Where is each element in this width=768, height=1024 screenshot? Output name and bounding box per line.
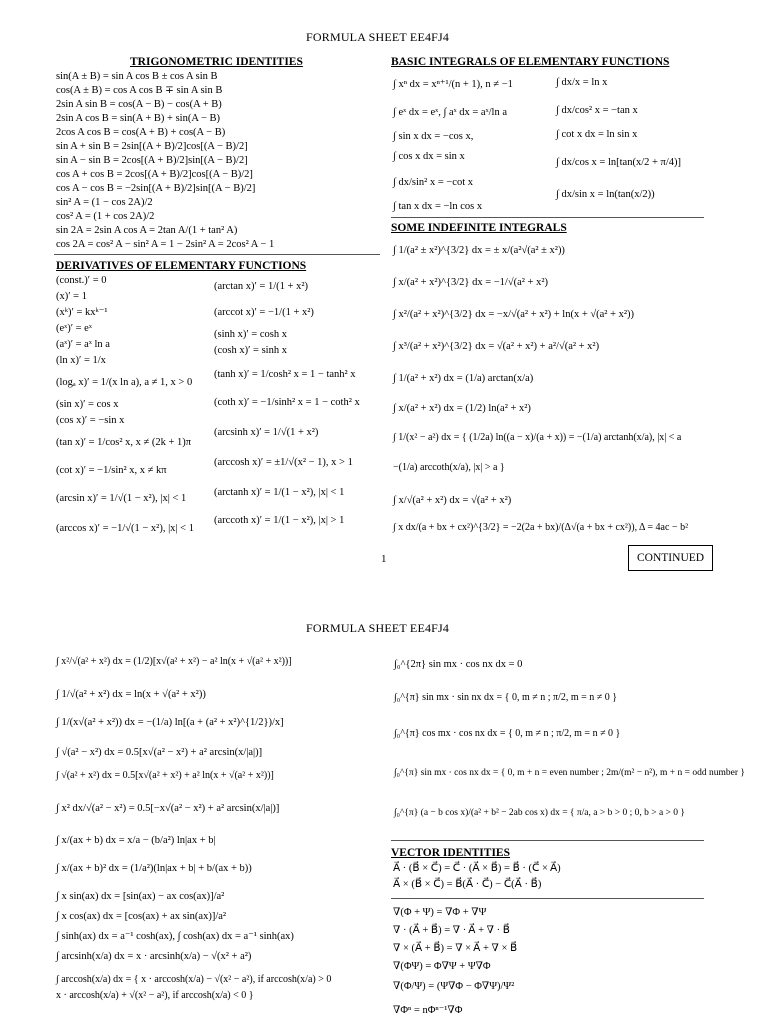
derivative-line: (arcsinh x)′ = 1/√(1 + x²) [214, 427, 319, 438]
trig-line: sin(A ± B) = sin A cos B ± cos A sin B [56, 71, 218, 82]
integral-line: ∫ cot x dx = ln sin x [556, 129, 638, 140]
integral-line: ∫ xⁿ dx = xⁿ⁺¹/(n + 1), n ≠ −1 [393, 79, 513, 90]
derivative-line: (logₐ x)′ = 1/(x ln a), a ≠ 1, x > 0 [56, 377, 193, 388]
vector-identity-line: A⃗ · (B⃗ × C⃗) = C⃗ · (A⃗ × B⃗) = B⃗ · (C⃗ × A⃗) [393, 863, 561, 874]
derivative-line: (sin x)′ = cos x [56, 399, 119, 410]
derivative-line: (ln x)′ = 1/x [56, 355, 106, 366]
derivative-line: (coth x)′ = −1/sinh² x = 1 − coth² x [214, 397, 360, 408]
integral-line: ∫ x/(ax + b) dx = x/a − (b/a²) ln|ax + b| [56, 835, 216, 846]
integral-line: ∫ √(a² − x²) dx = 0.5[x√(a² − x²) + a² arcsin(x/|a|)] [56, 747, 263, 758]
integral-line: ∫ sin x dx = −cos x, [393, 131, 474, 142]
basic-integrals-heading: BASIC INTEGRALS OF ELEMENTARY FUNCTIONS [391, 56, 670, 68]
derivative-line: (cosh x)′ = sinh x [214, 345, 287, 356]
definite-integral-line: ∫₀^{π} (a − b cos x)/(a² + b² − 2ab cos x) dx = { π/a, a > b > 0 ; 0, b > a > 0 } [394, 808, 685, 818]
trig-line: cos² A = (1 + cos 2A)/2 [56, 211, 155, 222]
derivative-line: (arcsin x)′ = 1/√(1 − x²), |x| < 1 [56, 493, 187, 504]
integral-line: ∫ x²/√(a² + x²) dx = (1/2)[x√(a² + x²) − a² ln(x + √(a² + x²))] [56, 656, 292, 667]
integral-line: ∫ eˣ dx = eˣ, ∫ aˣ dx = aˣ/ln a [393, 107, 507, 118]
derivative-line: (cot x)′ = −1/sin² x, x ≠ kπ [56, 465, 167, 476]
trig-line: 2sin A sin B = cos(A − B) − cos(A + B) [56, 99, 222, 110]
section-divider [391, 840, 704, 841]
trig-line: sin A + sin B = 2sin[(A + B)/2]cos[(A − B)/2] [56, 141, 248, 152]
vector-identity-line: ∇ · (A⃗ + B⃗) = ∇ · A⃗ + ∇ · B⃗ [393, 925, 510, 936]
page-number: 1 [381, 553, 387, 565]
derivative-line: (aˣ)′ = aˣ ln a [56, 339, 110, 350]
trig-line: cos A − cos B = −2sin[(A + B)/2]sin[(A − B)/2] [56, 183, 256, 194]
definite-integral-line: ∫₀^{π} sin mx · sin nx dx = { 0, m ≠ n ; π/2, m = n ≠ 0 } [394, 692, 618, 703]
page-2-title: FORMULA SHEET EE4FJ4 [306, 621, 450, 635]
integral-line: ∫ dx/cos² x = −tan x [556, 105, 638, 116]
integral-line: ∫ x cos(ax) dx = [cos(ax) + ax sin(ax)]/a² [56, 911, 227, 922]
integral-line: x · arccosh(x/a) + √(x² − a²), if arccosh(x/a) < 0 } [56, 990, 254, 1001]
integral-line: ∫ x² dx/√(a² − x²) = 0.5[−x√(a² − x²) + a² arcsin(x/|a|)] [56, 803, 280, 814]
indefinite-integral-line: ∫ x/(a² + x²)^{3/2} dx = −1/√(a² + x²) [393, 277, 548, 288]
trig-line: 2cos A cos B = cos(A + B) + cos(A − B) [56, 127, 226, 138]
indefinite-integral-line: ∫ 1/(a² + x²) dx = (1/a) arctan(x/a) [393, 373, 534, 384]
indefinite-integral-line: ∫ x/√(a² + x²) dx = √(a² + x²) [393, 495, 512, 506]
trig-line: sin A − sin B = 2cos[(A + B)/2]sin[(A − B)/2] [56, 155, 248, 166]
definite-integral-line: ∫₀^{π} sin mx · cos nx dx = { 0, m + n = even number ; 2m/(m² − n²), m + n = odd number } [394, 768, 745, 778]
derivative-line: (tan x)′ = 1/cos² x, x ≠ (2k + 1)π [56, 437, 192, 448]
derivative-line: (x)′ = 1 [56, 291, 87, 302]
trig-line: 2sin A cos B = sin(A + B) + sin(A − B) [56, 113, 220, 124]
derivative-line: (eˣ)′ = eˣ [56, 323, 92, 334]
indefinite-integral-line: ∫ x dx/(a + bx + cx²)^{3/2} = −2(2a + bx)/(Δ√(a + bx + cx²)), Δ = 4ac − b² [393, 522, 689, 533]
indefinite-integral-line: ∫ 1/(x² − a²) dx = { (1/2a) ln((a − x)/(a + x)) = −(1/a) arctanh(x/a), |x| < a [393, 432, 682, 443]
indefinite-integral-line: ∫ x²/(a² + x²)^{3/2} dx = −x/√(a² + x²) + ln(x + √(a² + x²)) [393, 309, 635, 320]
indefinite-integral-line: ∫ x³/(a² + x²)^{3/2} dx = √(a² + x²) + a²/√(a² + x²) [393, 341, 600, 352]
integral-line: ∫ cos x dx = sin x [393, 151, 465, 162]
vector-identities-heading: VECTOR IDENTITIES [391, 847, 510, 859]
trig-line: cos A + cos B = 2cos[(A + B)/2]cos[(A − B)/2] [56, 169, 253, 180]
indefinite-integral-line: −(1/a) arccoth(x/a), |x| > a } [393, 462, 505, 473]
derivative-line: (arctanh x)′ = 1/(1 − x²), |x| < 1 [214, 487, 345, 498]
integral-line: ∫ 1/√(a² + x²) dx = ln(x + √(a² + x²)) [56, 689, 206, 700]
derivative-line: (sinh x)′ = cosh x [214, 329, 287, 340]
trig-identities-heading: TRIGONOMETRIC IDENTITIES [130, 56, 303, 68]
section-divider [391, 898, 704, 899]
derivative-line: (cos x)′ = −sin x [56, 415, 125, 426]
page-1-title: FORMULA SHEET EE4FJ4 [306, 30, 450, 44]
section-divider [54, 254, 380, 255]
derivative-line: (const.)′ = 0 [56, 275, 107, 286]
indefinite-integral-line: ∫ x/(a² + x²) dx = (1/2) ln(a² + x²) [393, 403, 531, 414]
integral-line: ∫ x sin(ax) dx = [sin(ax) − ax cos(ax)]/a² [56, 891, 225, 902]
vector-identity-line: ∇(Φ + Ψ) = ∇Φ + ∇Ψ [393, 907, 487, 918]
trig-line: sin² A = (1 − cos 2A)/2 [56, 197, 153, 208]
vector-identity-line: ∇(Φ/Ψ) = (Ψ∇Φ − Φ∇Ψ)/Ψ² [393, 981, 515, 992]
integral-line: ∫ arcsinh(x/a) dx = x · arcsinh(x/a) − √(x² + a²) [56, 951, 252, 962]
derivative-line: (xᵏ)′ = kxᵏ⁻¹ [56, 307, 108, 318]
trig-line: sin 2A = 2sin A cos A = 2tan A/(1 + tan² A) [56, 225, 238, 236]
integral-line: ∫ arccosh(x/a) dx = { x · arccosh(x/a) − √(x² − a²), if arccosh(x/a) > 0 [56, 974, 332, 985]
integral-line: ∫ sinh(ax) dx = a⁻¹ cosh(ax), ∫ cosh(ax) dx = a⁻¹ sinh(ax) [56, 931, 294, 942]
vector-identity-line: ∇ × (A⃗ + B⃗) = ∇ × A⃗ + ∇ × B⃗ [393, 943, 518, 954]
vector-identity-line: A⃗ × (B⃗ × C⃗) = B⃗(A⃗ · C⃗) − C⃗(A⃗ · B⃗) [393, 879, 542, 890]
vector-identity-line: ∇Φⁿ = nΦⁿ⁻¹∇Φ [393, 1005, 463, 1016]
integral-line: ∫ dx/cos x = ln[tan(x/2 + π/4)] [556, 157, 682, 168]
derivative-line: (arctan x)′ = 1/(1 + x²) [214, 281, 308, 292]
integral-line: ∫ dx/sin² x = −cot x [393, 177, 473, 188]
vector-identity-line: ∇(ΦΨ) = Φ∇Ψ + Ψ∇Φ [393, 961, 491, 972]
derivative-line: (tanh x)′ = 1/cosh² x = 1 − tanh² x [214, 369, 356, 380]
trig-line: cos(A ± B) = cos A cos B ∓ sin A sin B [56, 85, 223, 96]
derivative-line: (arccoth x)′ = 1/(1 − x²), |x| > 1 [214, 515, 345, 526]
integral-line: ∫ √(a² + x²) dx = 0.5[x√(a² + x²) + a² ln(x + √(a² + x²))] [56, 770, 274, 781]
derivative-line: (arccosh x)′ = ±1/√(x² − 1), x > 1 [214, 457, 353, 468]
trig-line: cos 2A = cos² A − sin² A = 1 − 2sin² A = 2cos² A − 1 [56, 239, 275, 250]
integral-line: ∫ dx/sin x = ln(tan(x/2)) [556, 189, 655, 200]
definite-integral-line: ∫₀^{π} cos mx · cos nx dx = { 0, m ≠ n ; π/2, m = n ≠ 0 } [394, 728, 621, 739]
integral-line: ∫ x/(ax + b)² dx = (1/a²)(ln|ax + b| + b/(ax + b)) [56, 863, 252, 874]
indefinite-integral-line: ∫ 1/(a² ± x²)^{3/2} dx = ± x/(a²√(a² ± x²)) [393, 245, 565, 256]
derivatives-heading: DERIVATIVES OF ELEMENTARY FUNCTIONS [56, 260, 307, 272]
section-divider [391, 217, 704, 218]
integral-line: ∫ dx/x = ln x [556, 77, 608, 88]
integral-line: ∫ 1/(x√(a² + x²)) dx = −(1/a) ln[(a + (a² + x²)^{1/2})/x] [56, 717, 284, 728]
integral-line: ∫ tan x dx = −ln cos x [393, 201, 483, 212]
derivative-line: (arccot x)′ = −1/(1 + x²) [214, 307, 314, 318]
definite-integral-line: ∫₀^{2π} sin mx · cos nx dx = 0 [394, 659, 523, 670]
derivative-line: (arccos x)′ = −1/√(1 − x²), |x| < 1 [56, 523, 194, 534]
continued-box: CONTINUED [628, 545, 713, 571]
indefinite-integrals-heading: SOME INDEFINITE INTEGRALS [391, 222, 567, 234]
